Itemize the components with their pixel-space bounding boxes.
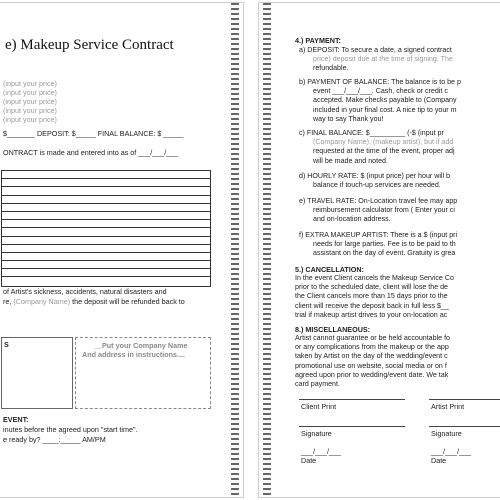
payment-clause-c: c) FINAL BALANCE: $_________ (-$ (input pr (Company Name), (makeup artist), but if add requested at the time of the event, proper adj will be made and noted. xyxy=(299,129,455,165)
contract-title: e) Makeup Service Contract xyxy=(5,37,174,53)
artist-date-blank: ___/___/___ xyxy=(431,447,471,456)
sickness-clause-line2: re, (Company Name) the deposit will be refunded back to xyxy=(3,297,185,306)
company-address-box xyxy=(75,337,211,409)
contract-page-right xyxy=(258,2,500,498)
artist-signature-label: Signature xyxy=(431,429,462,438)
box-label: S xyxy=(4,340,9,349)
payment-clause-d: d) HOURLY RATE: $ (input price) per hour will b balance if touch-up services are needed. xyxy=(299,172,450,190)
contract-date-line: ONTRACT is made and entered into as of ___/___/___ xyxy=(3,148,179,157)
price-line: (input your price) xyxy=(3,79,57,88)
company-address-placeholder: And address in instructions.... xyxy=(82,350,186,359)
price-line: (input your price) xyxy=(3,88,57,97)
contract-page-left xyxy=(0,2,244,498)
artist-print-line xyxy=(429,399,500,400)
totals-line: $_______ DEPOSIT: $_____ FINAL BALANCE: $ _____ xyxy=(3,129,184,138)
artist-date-label: Date xyxy=(431,456,447,465)
cancellation-clause: In the event Client cancels the Makeup Service Co prior to the scheduled date, client will lose the de the Client cancels more than 15 days prior to the client will receive the deposit back in full less $__ trial if makeup artist drives to your on-location ac xyxy=(295,274,454,319)
artist-print-label: Artist Print xyxy=(431,402,465,411)
event-heading: EVENT: xyxy=(3,415,29,424)
client-print-label: Client Print xyxy=(301,402,337,411)
price-line: (input your price) xyxy=(3,106,57,115)
client-signature-label: Signature xyxy=(301,429,332,438)
miscellaneous-heading: 8.) MISCELLANEOUS: xyxy=(295,325,371,334)
price-line: (input your price) xyxy=(3,115,57,124)
sickness-clause-line1: of Artist's sickness, accidents, natural disasters and xyxy=(3,287,167,296)
left-signature-box xyxy=(1,337,73,409)
client-signature-line xyxy=(299,426,405,427)
payment-clause-b: b) PAYMENT OF BALANCE: The balance is to be p event ___/___/___. Cash, check or credit c accepted. Make checks payable to (Company included in your final cost. A nice tip to your m way to say Thank you! xyxy=(299,78,461,123)
payment-heading: 4.) PAYMENT: xyxy=(295,36,341,45)
artist-signature-line xyxy=(429,426,500,427)
payment-clause-e: e) TRAVEL RATE: On-Location travel fee may app reimbursement calculator from ( Enter your ci and on-location address. xyxy=(299,197,458,224)
payment-clause-a: a) DEPOSIT: To secure a date, a signed contract price) deposit due at the time of signing. The refundable. xyxy=(299,46,453,73)
client-date-blank: ___/___/___ xyxy=(301,447,341,456)
client-date-label: Date xyxy=(301,456,317,465)
payment-clause-f: f) EXTRA MAKEUP ARTIST: There is a $ (input pri needs for large parties. Fee is to be paid to th assistant on the day of event. Gratuity is grea xyxy=(299,231,458,258)
page-border-decoration xyxy=(263,3,271,497)
company-name-placeholder: __Put your Company Name xyxy=(94,341,188,350)
client-print-line xyxy=(299,399,405,400)
page-border-decoration xyxy=(231,3,239,497)
cancellation-heading: 5.) CANCELLATION: xyxy=(295,265,364,274)
event-line2: e ready by? ____:_____ AM/PM xyxy=(3,435,106,444)
event-line1: inutes before the agreed upon "start time". xyxy=(3,425,138,434)
miscellaneous-clause: Artist cannot guarantee or be held accountable fo or any complications from the makeup or the app taken by Artist on the day of the wedding/event c promotional use on website, social media or on f agreed upon prior to wedding/event date. We tak card payment. xyxy=(295,334,450,389)
price-line: (input your price) xyxy=(3,97,57,106)
client-info-table xyxy=(1,170,211,287)
